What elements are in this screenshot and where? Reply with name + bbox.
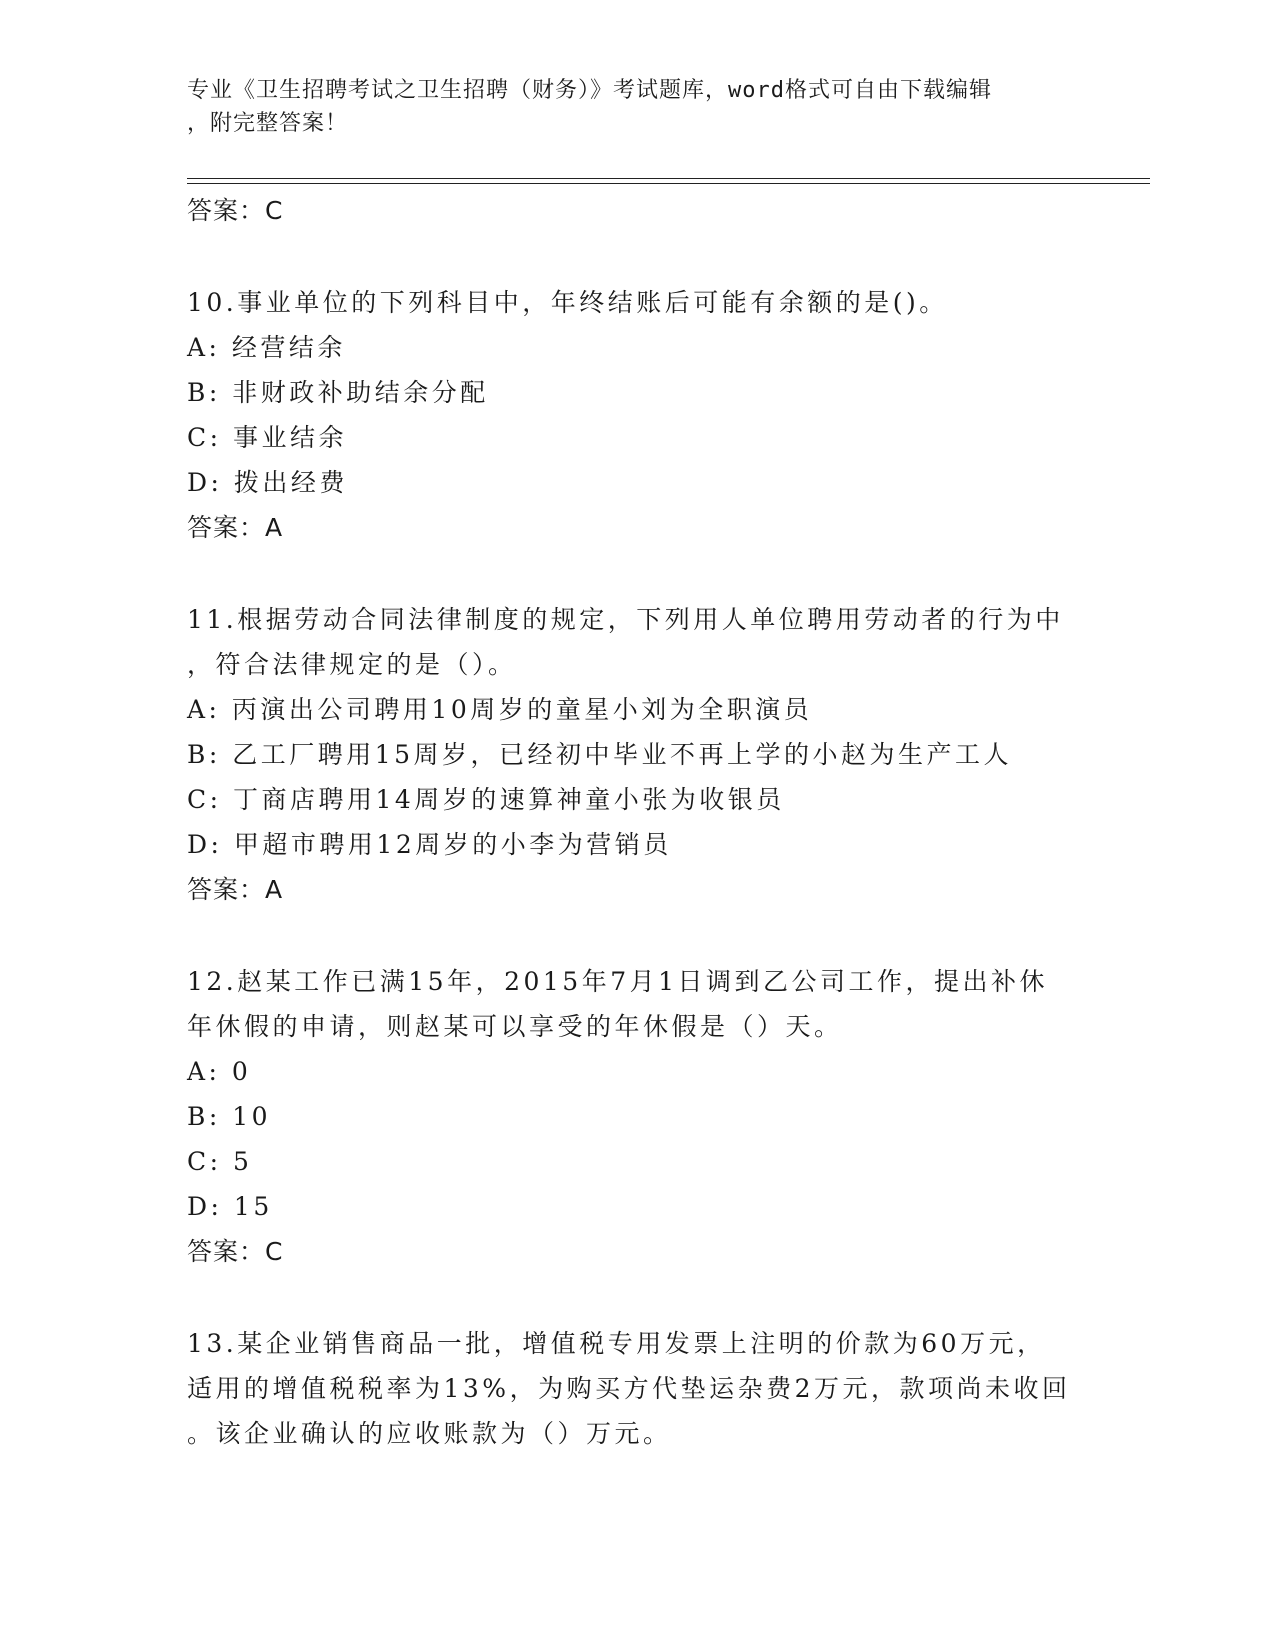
question-12-option-a: A: 0 [187,1057,252,1086]
question-10-option-d: D: 拨出经费 [187,468,348,497]
spacer [187,551,1087,597]
question-12-option-d: D: 15 [187,1192,273,1221]
question-12 [187,959,1087,1275]
question-11-option-c: C: 丁商店聘用14周岁的速算神童小张为收银员 [187,785,785,814]
question-11-stem-line-1: 11.根据劳动合同法律制度的规定，下列用人单位聘用劳动者的行为中 [187,605,1064,634]
question-10-option-a: A: 经营结余 [187,333,346,362]
question-11-option-b: B: 乙工厂聘用15周岁，已经初中毕业不再上学的小赵为生产工人 [187,740,1013,769]
question-12-stem-line-1: 12.赵某工作已满15年，2015年7月1日调到乙公司工作，提出补休 [187,967,1049,996]
question-10 [187,280,1087,551]
question-11 [187,597,1087,913]
spacer [187,1275,1087,1321]
question-11-option-a: A: 丙演出公司聘用10周岁的童星小刘为全职演员 [187,695,813,724]
header-line-2: ，附完整答案！ [187,111,349,136]
question-13-stem-line-2: 适用的增值税税率为13%，为购买方代垫运杂费2万元，款项尚未收回 [187,1374,1071,1403]
question-10-stem-line-1: 10.事业单位的下列科目中，年终结账后可能有余额的是()。 [187,288,948,317]
question-10-option-c: C: 事业结余 [187,423,347,452]
question-10-answer: 答案：A [187,513,284,542]
question-12-option-b: B: 10 [187,1102,272,1131]
question-12-stem-line-2: 年休假的申请，则赵某可以享受的年休假是（）天。 [187,1012,843,1041]
answer-previous: 答案：C [187,196,284,225]
header-rule-top [187,178,1150,179]
question-13 [187,1321,1087,1456]
header-rule-bottom [187,183,1150,184]
spacer [187,913,1087,959]
page-header [187,74,1067,140]
spacer [187,234,1087,280]
question-12-answer: 答案：C [187,1237,284,1266]
header-line-1: 专业《卫生招聘考试之卫生招聘（财务）》考试题库，word格式可自由下载编辑 [187,78,992,103]
question-11-stem-line-2: ，符合法律规定的是（）。 [187,650,517,679]
question-12-option-c: C: 5 [187,1147,253,1176]
question-11-answer: 答案：A [187,875,284,904]
question-13-stem-line-3: 。该企业确认的应收账款为（）万元。 [187,1419,672,1448]
question-11-option-d: D: 甲超市聘用12周岁的小李为营销员 [187,830,672,859]
question-list [187,188,1087,1456]
question-10-option-b: B: 非财政补助结余分配 [187,378,489,407]
question-13-stem-line-1: 13.某企业销售商品一批，增值税专用发票上注明的价款为60万元， [187,1329,1046,1358]
